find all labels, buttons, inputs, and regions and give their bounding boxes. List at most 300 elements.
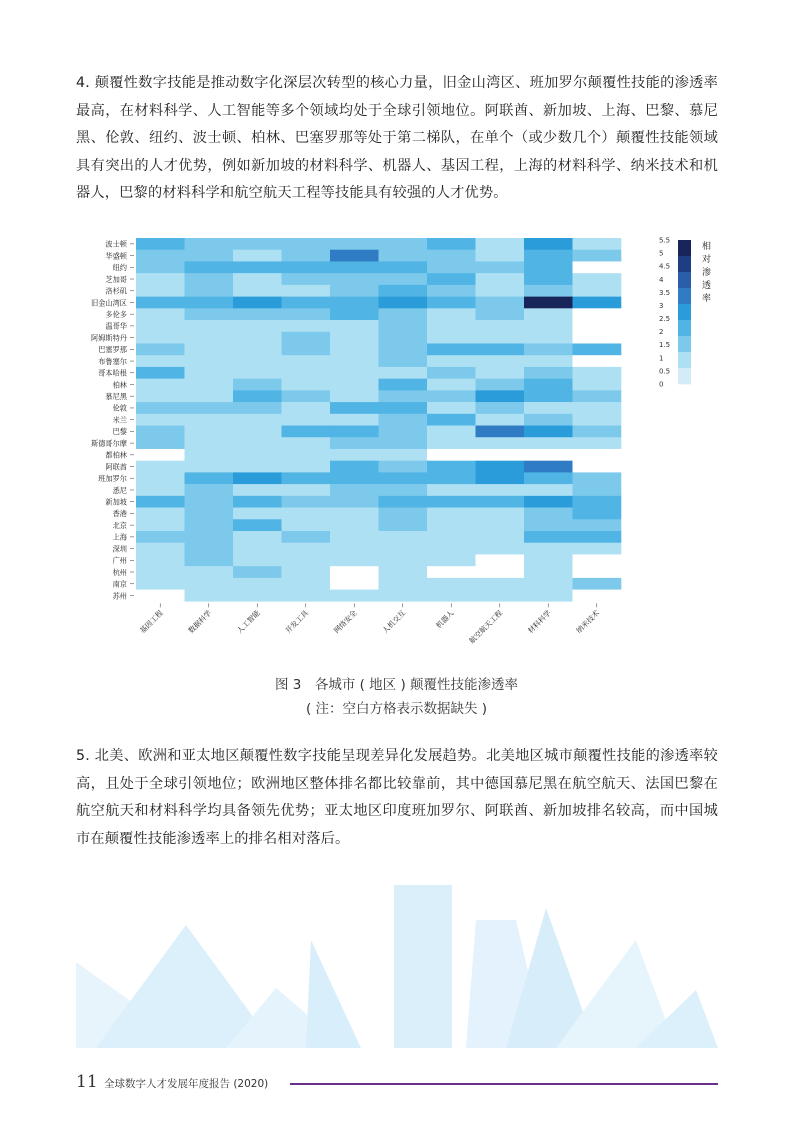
heatmap-cell bbox=[136, 590, 185, 602]
heatmap-cell bbox=[330, 390, 379, 402]
heatmap-cell bbox=[136, 238, 185, 250]
heatmap-cell bbox=[476, 273, 525, 285]
colorbar-segment bbox=[678, 320, 691, 336]
heatmap-cell bbox=[136, 449, 185, 461]
heatmap-cell bbox=[524, 285, 573, 297]
heatmap-cell bbox=[330, 590, 379, 602]
row-label: 纽约 bbox=[112, 263, 127, 273]
page-number: 11 bbox=[76, 1072, 98, 1092]
heatmap-cell bbox=[524, 578, 573, 590]
heatmap-cell bbox=[427, 461, 476, 473]
heatmap-cell bbox=[233, 496, 282, 508]
row-label: 米兰 bbox=[112, 415, 127, 425]
heatmap-cell bbox=[136, 484, 185, 496]
heatmap-cell bbox=[379, 426, 428, 438]
heatmap-cell bbox=[185, 367, 234, 379]
heatmap-cell bbox=[330, 508, 379, 520]
heatmap-cell bbox=[185, 484, 234, 496]
heatmap-cell bbox=[185, 320, 234, 332]
heatmap-cell bbox=[330, 343, 379, 355]
heatmap-cell bbox=[136, 308, 185, 320]
colorbar-tick-label: 1 bbox=[659, 354, 664, 363]
heatmap-cell bbox=[233, 355, 282, 367]
heatmap-cell bbox=[282, 472, 331, 484]
heatmap-cell bbox=[379, 508, 428, 520]
heatmap-cell bbox=[136, 297, 185, 309]
heatmap-cell bbox=[379, 332, 428, 344]
heatmap-cell bbox=[185, 308, 234, 320]
heatmap-cell bbox=[379, 355, 428, 367]
row-label: 苏州 bbox=[112, 591, 127, 601]
heatmap-cell bbox=[136, 437, 185, 449]
heatmap-cell bbox=[185, 554, 234, 566]
heatmap-cell bbox=[476, 250, 525, 262]
heatmap-cell bbox=[136, 554, 185, 566]
heatmap-cell bbox=[476, 461, 525, 473]
heatmap-cell bbox=[524, 367, 573, 379]
heatmap-cell bbox=[573, 261, 622, 273]
heatmap-cell bbox=[233, 461, 282, 473]
heatmap-cell bbox=[427, 367, 476, 379]
heatmap-cell bbox=[427, 320, 476, 332]
heatmap-cell bbox=[185, 508, 234, 520]
heatmap-cell bbox=[379, 578, 428, 590]
heatmap-cell bbox=[427, 566, 476, 578]
figure-caption: 图 3 各城市 ( 地区 ) 颠覆性技能渗透率 bbox=[274, 677, 519, 693]
heatmap-cell bbox=[476, 566, 525, 578]
heatmap-cell bbox=[330, 472, 379, 484]
heatmap-cell bbox=[573, 543, 622, 555]
colorbar-segment bbox=[678, 288, 691, 304]
heatmap-cell bbox=[524, 250, 573, 262]
heatmap-cell bbox=[282, 297, 331, 309]
heatmap-cell bbox=[330, 531, 379, 543]
heatmap-cell bbox=[136, 261, 185, 273]
heatmap-cell bbox=[379, 566, 428, 578]
row-label: 阿姆斯特丹 bbox=[91, 333, 127, 343]
heatmap-cell bbox=[524, 261, 573, 273]
heatmap-cell bbox=[282, 426, 331, 438]
heatmap-cell bbox=[379, 402, 428, 414]
heatmap-cell bbox=[573, 238, 622, 250]
paragraph-5: 5. 北美、欧洲和亚太地区颠覆性数字技能呈现差异化发展趋势。北美地区城市颠覆性技能的渗透率较高，且处于全球引领地位；欧洲地区整体排名都比较靠前，其中德国慕尼黑在航空航天、法国巴黎在航空航天和材料科学均具备领先优势；亚太地区印度班加罗尔、阿联酋、新加坡排名较高，而中国城市在颠覆性技能渗透率上的排名相对落后。 bbox=[76, 748, 718, 847]
heatmap-cell bbox=[524, 343, 573, 355]
heatmap-cell bbox=[330, 238, 379, 250]
heatmap-cell bbox=[427, 508, 476, 520]
heatmap-cell bbox=[476, 332, 525, 344]
heatmap-cell bbox=[476, 379, 525, 391]
heatmap-cell bbox=[573, 414, 622, 426]
heatmap-cell bbox=[136, 390, 185, 402]
heatmap-cell bbox=[233, 343, 282, 355]
heatmap-cell bbox=[379, 437, 428, 449]
heatmap-cell bbox=[330, 355, 379, 367]
heatmap-cell bbox=[476, 578, 525, 590]
row-label: 洛杉矶 bbox=[105, 286, 127, 296]
colorbar-tick-label: 4.5 bbox=[659, 262, 671, 271]
heatmap-cell bbox=[330, 320, 379, 332]
heatmap-cell bbox=[136, 320, 185, 332]
heatmap-cell bbox=[185, 390, 234, 402]
heatmap-cell bbox=[185, 437, 234, 449]
heatmap-cell bbox=[136, 402, 185, 414]
heatmap-cell bbox=[476, 285, 525, 297]
heatmap-cell bbox=[524, 238, 573, 250]
heatmap-cell bbox=[524, 566, 573, 578]
heatmap-cell bbox=[573, 566, 622, 578]
heatmap-cell bbox=[573, 554, 622, 566]
heatmap-cell bbox=[233, 437, 282, 449]
heatmap-cell bbox=[573, 402, 622, 414]
column-label: 数据科学 bbox=[186, 608, 214, 636]
heatmap-cell bbox=[379, 449, 428, 461]
heatmap-cell bbox=[427, 250, 476, 262]
heatmap-cell bbox=[573, 496, 622, 508]
heatmap-cell bbox=[233, 332, 282, 344]
heatmap-cell bbox=[573, 531, 622, 543]
colorbar-label-char: 率 bbox=[702, 294, 712, 304]
colorbar-tick-label: 2.5 bbox=[659, 315, 671, 324]
heatmap-cell bbox=[476, 426, 525, 438]
heatmap-cell bbox=[185, 496, 234, 508]
heatmap-cell bbox=[282, 461, 331, 473]
heatmap-cell bbox=[427, 285, 476, 297]
row-label: 波士顿 bbox=[105, 239, 127, 249]
heatmap-cell bbox=[476, 320, 525, 332]
heatmap-cell bbox=[136, 519, 185, 531]
colorbar-label-char: 对 bbox=[702, 255, 712, 265]
heatmap-cell bbox=[476, 297, 525, 309]
heatmap-cell bbox=[524, 402, 573, 414]
heatmap-cell bbox=[282, 379, 331, 391]
footer-title: 全球数字人才发展年度报告 (2020) bbox=[104, 1078, 269, 1090]
column-label: 机器人 bbox=[434, 608, 456, 630]
heatmap-cell bbox=[330, 379, 379, 391]
heatmap-cell bbox=[233, 367, 282, 379]
heatmap-cell bbox=[427, 519, 476, 531]
heatmap-cell bbox=[427, 496, 476, 508]
heatmap-cell bbox=[476, 390, 525, 402]
heatmap-cell bbox=[379, 472, 428, 484]
heatmap-cell bbox=[330, 554, 379, 566]
heatmap-cell bbox=[427, 554, 476, 566]
heatmap-cell bbox=[427, 308, 476, 320]
heatmap-cell bbox=[573, 390, 622, 402]
heatmap-cell bbox=[524, 297, 573, 309]
heatmap-cell bbox=[476, 484, 525, 496]
row-label: 巴塞罗那 bbox=[98, 345, 127, 355]
heatmap-cell bbox=[524, 437, 573, 449]
colorbar-segment bbox=[678, 368, 691, 384]
heatmap-cell bbox=[476, 355, 525, 367]
heatmap-cell bbox=[282, 590, 331, 602]
heatmap-cell bbox=[185, 566, 234, 578]
heatmap-cell bbox=[379, 554, 428, 566]
heatmap-cell bbox=[427, 402, 476, 414]
row-label: 深圳 bbox=[112, 544, 127, 554]
heatmap-cell bbox=[233, 554, 282, 566]
heatmap-cell bbox=[330, 414, 379, 426]
heatmap-cell bbox=[282, 238, 331, 250]
heatmap-cell bbox=[524, 390, 573, 402]
heatmap-cell bbox=[233, 273, 282, 285]
heatmap-cell bbox=[476, 519, 525, 531]
row-label: 广州 bbox=[112, 556, 127, 566]
heatmap-cell bbox=[136, 472, 185, 484]
heatmap-cell bbox=[476, 343, 525, 355]
heatmap-cell bbox=[136, 461, 185, 473]
colorbar-label-char: 透 bbox=[702, 281, 712, 291]
heatmap-cell bbox=[330, 261, 379, 273]
row-label: 芝加哥 bbox=[105, 274, 127, 284]
heatmap-cell bbox=[524, 519, 573, 531]
heatmap-cell bbox=[233, 285, 282, 297]
heatmap-cell bbox=[136, 273, 185, 285]
heatmap-cell bbox=[233, 543, 282, 555]
heatmap-cell bbox=[524, 379, 573, 391]
heatmap-cell bbox=[573, 285, 622, 297]
heatmap-cell bbox=[185, 449, 234, 461]
row-label: 班加罗尔 bbox=[98, 474, 127, 484]
heatmap-cell bbox=[136, 367, 185, 379]
heatmap-cell bbox=[524, 554, 573, 566]
row-label: 慕尼黑 bbox=[105, 392, 127, 402]
heatmap-cell bbox=[573, 367, 622, 379]
colorbar-segment bbox=[678, 304, 691, 320]
heatmap-cell bbox=[573, 437, 622, 449]
heatmap-cell bbox=[524, 484, 573, 496]
heatmap-cell bbox=[427, 414, 476, 426]
heatmap-cell bbox=[185, 250, 234, 262]
heatmap-cell bbox=[282, 332, 331, 344]
heatmap-cell bbox=[282, 261, 331, 273]
heatmap-cell bbox=[282, 543, 331, 555]
colorbar-segment bbox=[678, 272, 691, 288]
heatmap-cell bbox=[379, 390, 428, 402]
heatmap-cell bbox=[233, 379, 282, 391]
heatmap-cell bbox=[524, 496, 573, 508]
heatmap-cell bbox=[379, 496, 428, 508]
row-label: 多伦多 bbox=[105, 309, 127, 319]
heatmap-cell bbox=[476, 414, 525, 426]
heatmap-cell bbox=[136, 566, 185, 578]
heatmap-cell bbox=[136, 531, 185, 543]
heatmap-cell bbox=[573, 449, 622, 461]
heatmap-cell bbox=[136, 543, 185, 555]
heatmap-cell bbox=[379, 285, 428, 297]
heatmap-cell bbox=[573, 484, 622, 496]
colorbar-tick-label: 0.5 bbox=[659, 367, 671, 376]
row-label: 斯德哥尔摩 bbox=[91, 438, 127, 448]
heatmap-cell bbox=[524, 414, 573, 426]
colorbar-label-char: 相 bbox=[702, 242, 712, 252]
heatmap-cell bbox=[379, 273, 428, 285]
row-label: 旧金山湾区 bbox=[91, 298, 127, 308]
heatmap-cell bbox=[524, 355, 573, 367]
row-label: 温哥华 bbox=[105, 321, 127, 331]
heatmap-cell bbox=[136, 578, 185, 590]
heatmap-cell bbox=[379, 543, 428, 555]
heatmap-cell bbox=[379, 379, 428, 391]
heatmap-cell bbox=[427, 297, 476, 309]
heatmap-cell bbox=[136, 414, 185, 426]
heatmap-cell bbox=[524, 332, 573, 344]
heatmap-cell bbox=[573, 472, 622, 484]
heatmap-cell bbox=[185, 461, 234, 473]
colorbar-tick-label: 5 bbox=[659, 249, 664, 258]
heatmap-cell bbox=[185, 578, 234, 590]
column-label: 航空航天工程 bbox=[467, 608, 505, 646]
heatmap-cell bbox=[427, 531, 476, 543]
heatmap-cell bbox=[185, 414, 234, 426]
heatmap-cell bbox=[233, 320, 282, 332]
heatmap-cell bbox=[476, 590, 525, 602]
row-label: 香港 bbox=[112, 509, 127, 519]
heatmap-cell bbox=[524, 590, 573, 602]
heatmap-cell bbox=[476, 367, 525, 379]
heatmap-cell bbox=[427, 379, 476, 391]
heatmap-cell bbox=[330, 297, 379, 309]
heatmap-cell bbox=[524, 461, 573, 473]
heatmap-cell bbox=[330, 566, 379, 578]
heatmap-cell bbox=[185, 285, 234, 297]
heatmap-cell bbox=[136, 343, 185, 355]
colorbar-segment bbox=[678, 352, 691, 368]
row-label: 悉尼 bbox=[112, 485, 127, 495]
heatmap-cell bbox=[233, 484, 282, 496]
row-label: 北京 bbox=[112, 520, 127, 530]
heatmap-cell bbox=[476, 472, 525, 484]
heatmap-cell bbox=[282, 320, 331, 332]
heatmap-cell bbox=[476, 449, 525, 461]
heatmap-cell bbox=[233, 238, 282, 250]
heatmap-cell bbox=[573, 273, 622, 285]
row-label: 南京 bbox=[112, 579, 127, 589]
heatmap-cell bbox=[573, 590, 622, 602]
heatmap-cell bbox=[185, 426, 234, 438]
heatmap-cell bbox=[330, 496, 379, 508]
colorbar-tick-label: 4 bbox=[659, 275, 664, 284]
heatmap-cell bbox=[524, 531, 573, 543]
heatmap-cell bbox=[185, 343, 234, 355]
heatmap-cell bbox=[233, 250, 282, 262]
heatmap-cell bbox=[573, 320, 622, 332]
heatmap-cell bbox=[476, 508, 525, 520]
heatmap-cell bbox=[185, 297, 234, 309]
heatmap-cell bbox=[330, 402, 379, 414]
heatmap-cell bbox=[427, 261, 476, 273]
column-label: 开发工具 bbox=[283, 608, 311, 636]
heatmap-cell bbox=[185, 590, 234, 602]
column-label: 网络安全 bbox=[331, 608, 359, 636]
heatmap-cell bbox=[330, 519, 379, 531]
heatmap-cell bbox=[136, 426, 185, 438]
heatmap-cell bbox=[185, 472, 234, 484]
heatmap-cell bbox=[185, 519, 234, 531]
heatmap-cell bbox=[233, 426, 282, 438]
colorbar-tick-label: 2 bbox=[659, 328, 664, 337]
heatmap-cell bbox=[573, 379, 622, 391]
heatmap-cell bbox=[282, 402, 331, 414]
heatmap-cell bbox=[573, 426, 622, 438]
heatmap-cell bbox=[233, 566, 282, 578]
heatmap-cell bbox=[476, 261, 525, 273]
heatmap-cell bbox=[185, 543, 234, 555]
footer-rule bbox=[290, 1083, 718, 1085]
heatmap-cell bbox=[379, 414, 428, 426]
heatmap-cell bbox=[136, 379, 185, 391]
heatmap-cell bbox=[476, 496, 525, 508]
colorbar-segment bbox=[678, 336, 691, 352]
heatmap-cell bbox=[427, 437, 476, 449]
heatmap-cell bbox=[573, 578, 622, 590]
heatmap-cell bbox=[427, 484, 476, 496]
heatmap-cell bbox=[233, 449, 282, 461]
heatmap-cell bbox=[282, 519, 331, 531]
heatmap-cell bbox=[136, 496, 185, 508]
heatmap-cell bbox=[330, 250, 379, 262]
colorbar-segment bbox=[678, 240, 691, 256]
heatmap-cell bbox=[379, 461, 428, 473]
heatmap-cell bbox=[233, 261, 282, 273]
heatmap-cell bbox=[573, 508, 622, 520]
heatmap-cell bbox=[330, 426, 379, 438]
heatmap-cell bbox=[330, 367, 379, 379]
heatmap-cell bbox=[136, 332, 185, 344]
heatmap-cell bbox=[233, 578, 282, 590]
heatmap-cell bbox=[476, 437, 525, 449]
heatmap-cell bbox=[524, 426, 573, 438]
heatmap-cell bbox=[233, 308, 282, 320]
heatmap-cell bbox=[524, 308, 573, 320]
heatmap-cell bbox=[282, 285, 331, 297]
heatmap-cell bbox=[330, 484, 379, 496]
heatmap-cell bbox=[282, 578, 331, 590]
heatmap-cell bbox=[427, 578, 476, 590]
heatmap-cell bbox=[573, 461, 622, 473]
heatmap-cell bbox=[524, 320, 573, 332]
column-label: 纳米技术 bbox=[574, 608, 602, 636]
heatmap-cell bbox=[282, 355, 331, 367]
heatmap-cell bbox=[427, 590, 476, 602]
heatmap-cell bbox=[282, 531, 331, 543]
heatmap-cell bbox=[476, 238, 525, 250]
heatmap-cell bbox=[233, 531, 282, 543]
heatmap-cell bbox=[185, 355, 234, 367]
colorbar-tick-label: 3.5 bbox=[659, 288, 671, 297]
heatmap-cell bbox=[427, 449, 476, 461]
column-label: 材料科学 bbox=[525, 608, 553, 636]
row-label: 哥本哈根 bbox=[98, 368, 127, 378]
colorbar-tick-label: 0 bbox=[659, 380, 664, 389]
heatmap-cell bbox=[427, 472, 476, 484]
heatmap-cell bbox=[233, 472, 282, 484]
heatmap-cell bbox=[185, 402, 234, 414]
heatmap-cell bbox=[282, 484, 331, 496]
heatmap-cell bbox=[282, 367, 331, 379]
heatmap-cell bbox=[233, 590, 282, 602]
heatmap-cell bbox=[233, 414, 282, 426]
heatmap-cell bbox=[282, 343, 331, 355]
row-label: 柏林 bbox=[112, 380, 127, 390]
paragraph-4: 4. 颠覆性数字技能是推动数字化深层次转型的核心力量，旧金山湾区、班加罗尔颠覆性技能的渗透率最高，在材料科学、人工智能等多个领域均处于全球引领地位。阿联酋、新加坡、上海、巴黎、慕尼黑、伦敦、纽约、波士顿、柏林、巴塞罗那等处于第二梯队，在单个（或少数几个）颠覆性技能领域具有突出的人才优势，例如新加坡的材料科学、机器人、基因工程，上海的材料科学、纳米技术和机器人，巴黎的材料科学和航空航天工程等技能具有较强的人才优势。 bbox=[76, 75, 718, 201]
heatmap-cell bbox=[282, 390, 331, 402]
heatmap-cell bbox=[524, 449, 573, 461]
heatmap-cell bbox=[330, 285, 379, 297]
row-label: 巴黎 bbox=[112, 427, 127, 437]
heatmap-cell bbox=[573, 308, 622, 320]
heatmap-cell bbox=[136, 250, 185, 262]
